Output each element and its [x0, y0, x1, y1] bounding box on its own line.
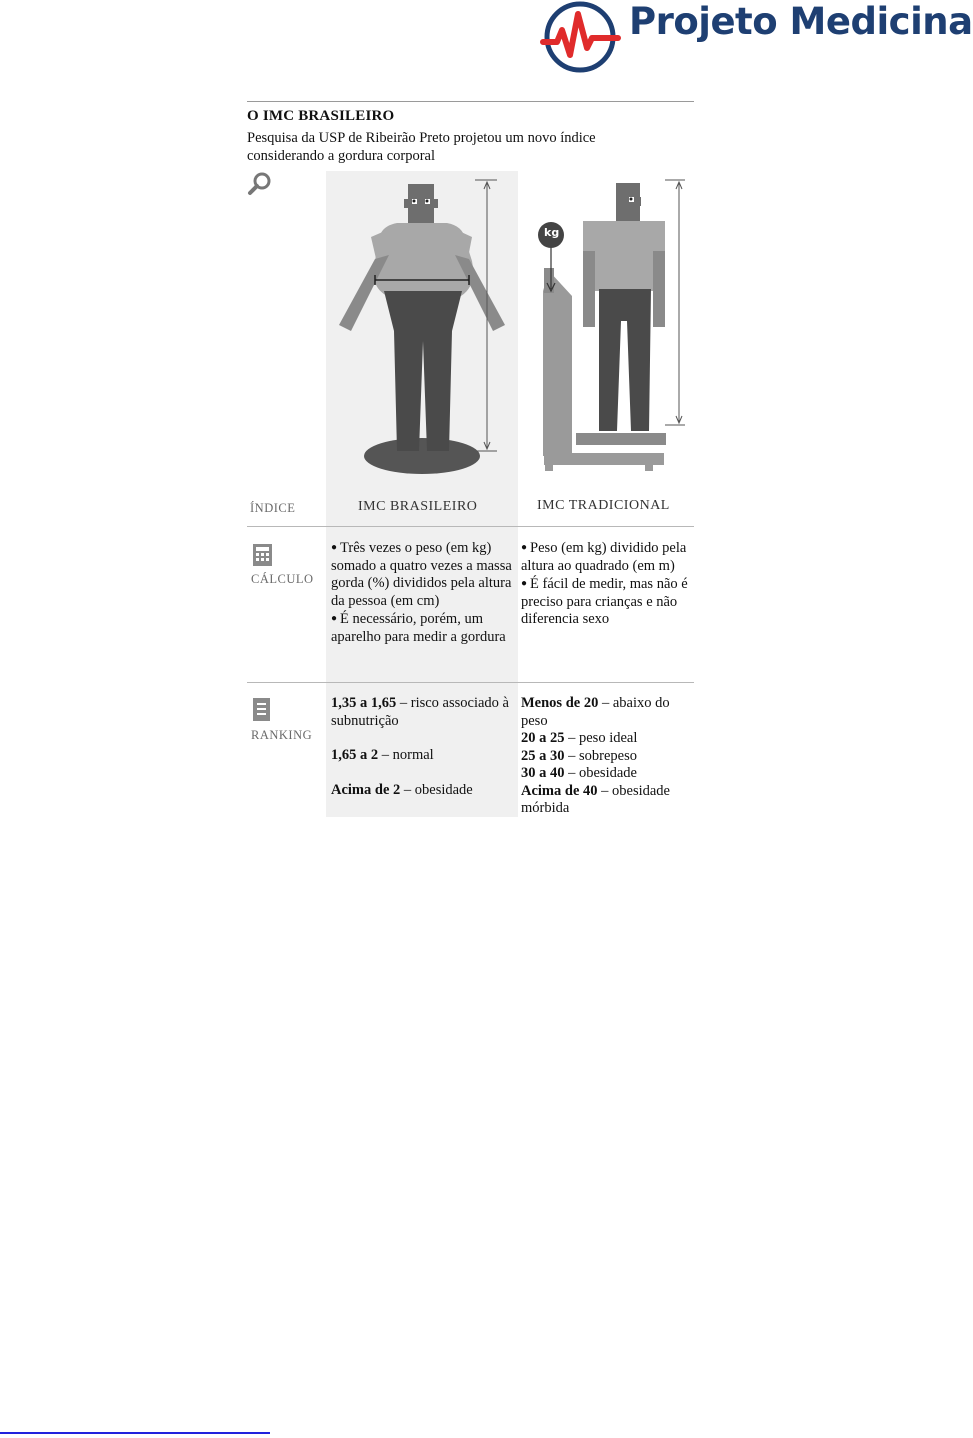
ranking-tradicional-item: 20 a 25 – peso ideal — [521, 730, 638, 746]
ranking-label: RANKING — [251, 728, 313, 742]
ranking-brasileiro-cell — [331, 695, 513, 799]
body-figures-illustration — [247, 171, 694, 526]
calculo-label: CÁLCULO — [251, 572, 314, 586]
column-header-tradicional: IMC TRADICIONAL — [537, 498, 670, 513]
imc-infographic — [247, 101, 694, 816]
ranking-tradicional-item: Acima de 40 – obesidade mórbida — [521, 782, 670, 816]
calculo-tradicional-item: ● É fácil de medir, mas não é preciso para crianças e não diferencia sexo — [521, 576, 688, 627]
calculator-icon — [252, 543, 274, 567]
calculo-tradicional-cell — [521, 539, 693, 629]
document-list-icon — [252, 697, 272, 723]
indice-label: ÍNDICE — [250, 501, 296, 515]
ranking-tradicional-item: 30 a 40 – obesidade — [521, 765, 637, 781]
magnifier-icon — [247, 171, 273, 197]
ranking-brasileiro-item: 1,65 a 2 – normal — [331, 747, 434, 763]
heartbeat-logo-icon — [540, 0, 624, 76]
footer-link-underline[interactable] — [0, 1432, 270, 1434]
kg-badge-label: kg — [544, 226, 560, 239]
projeto-medicina-logo — [540, 0, 973, 76]
ranking-brasileiro-item: Acima de 2 – obesidade — [331, 781, 473, 798]
infographic-title: O IMC BRASILEIRO — [247, 108, 395, 124]
calculo-row — [247, 526, 694, 682]
calculo-tradicional-item: ● Peso (em kg) dividido pela altura ao quadrado (em m) — [521, 540, 687, 574]
figure-area — [247, 171, 694, 526]
top-divider — [247, 101, 694, 102]
ranking-tradicional-item: Menos de 20 – abaixo do peso — [521, 695, 670, 729]
comparison-table — [247, 526, 694, 817]
ranking-brasileiro-item: 1,35 a 1,65 – risco associado à subnutrição — [331, 695, 509, 729]
ranking-row — [247, 682, 694, 817]
brand-name: Projeto Medicina — [629, 0, 973, 43]
column-header-brasileiro: IMC BRASILEIRO — [358, 499, 478, 514]
ranking-tradicional-item: 25 a 30 – sobrepeso — [521, 747, 637, 764]
scale-person-figure — [538, 180, 685, 471]
infographic-subtitle: Pesquisa da USP de Ribeirão Preto projetou um novo índice considerando a gordura corporal — [247, 130, 596, 164]
ranking-tradicional-cell — [521, 695, 693, 818]
fat-person-figure — [339, 180, 505, 474]
calculo-brasileiro-item: ● É necessário, porém, um aparelho para medir a gordura — [331, 611, 506, 645]
calculo-brasileiro-item: ● Três vezes o peso (em kg) somado a quatro vezes a massa gorda (%) divididos pela altura da pessoa (em cm) — [331, 540, 512, 609]
calculo-brasileiro-cell — [331, 539, 513, 646]
